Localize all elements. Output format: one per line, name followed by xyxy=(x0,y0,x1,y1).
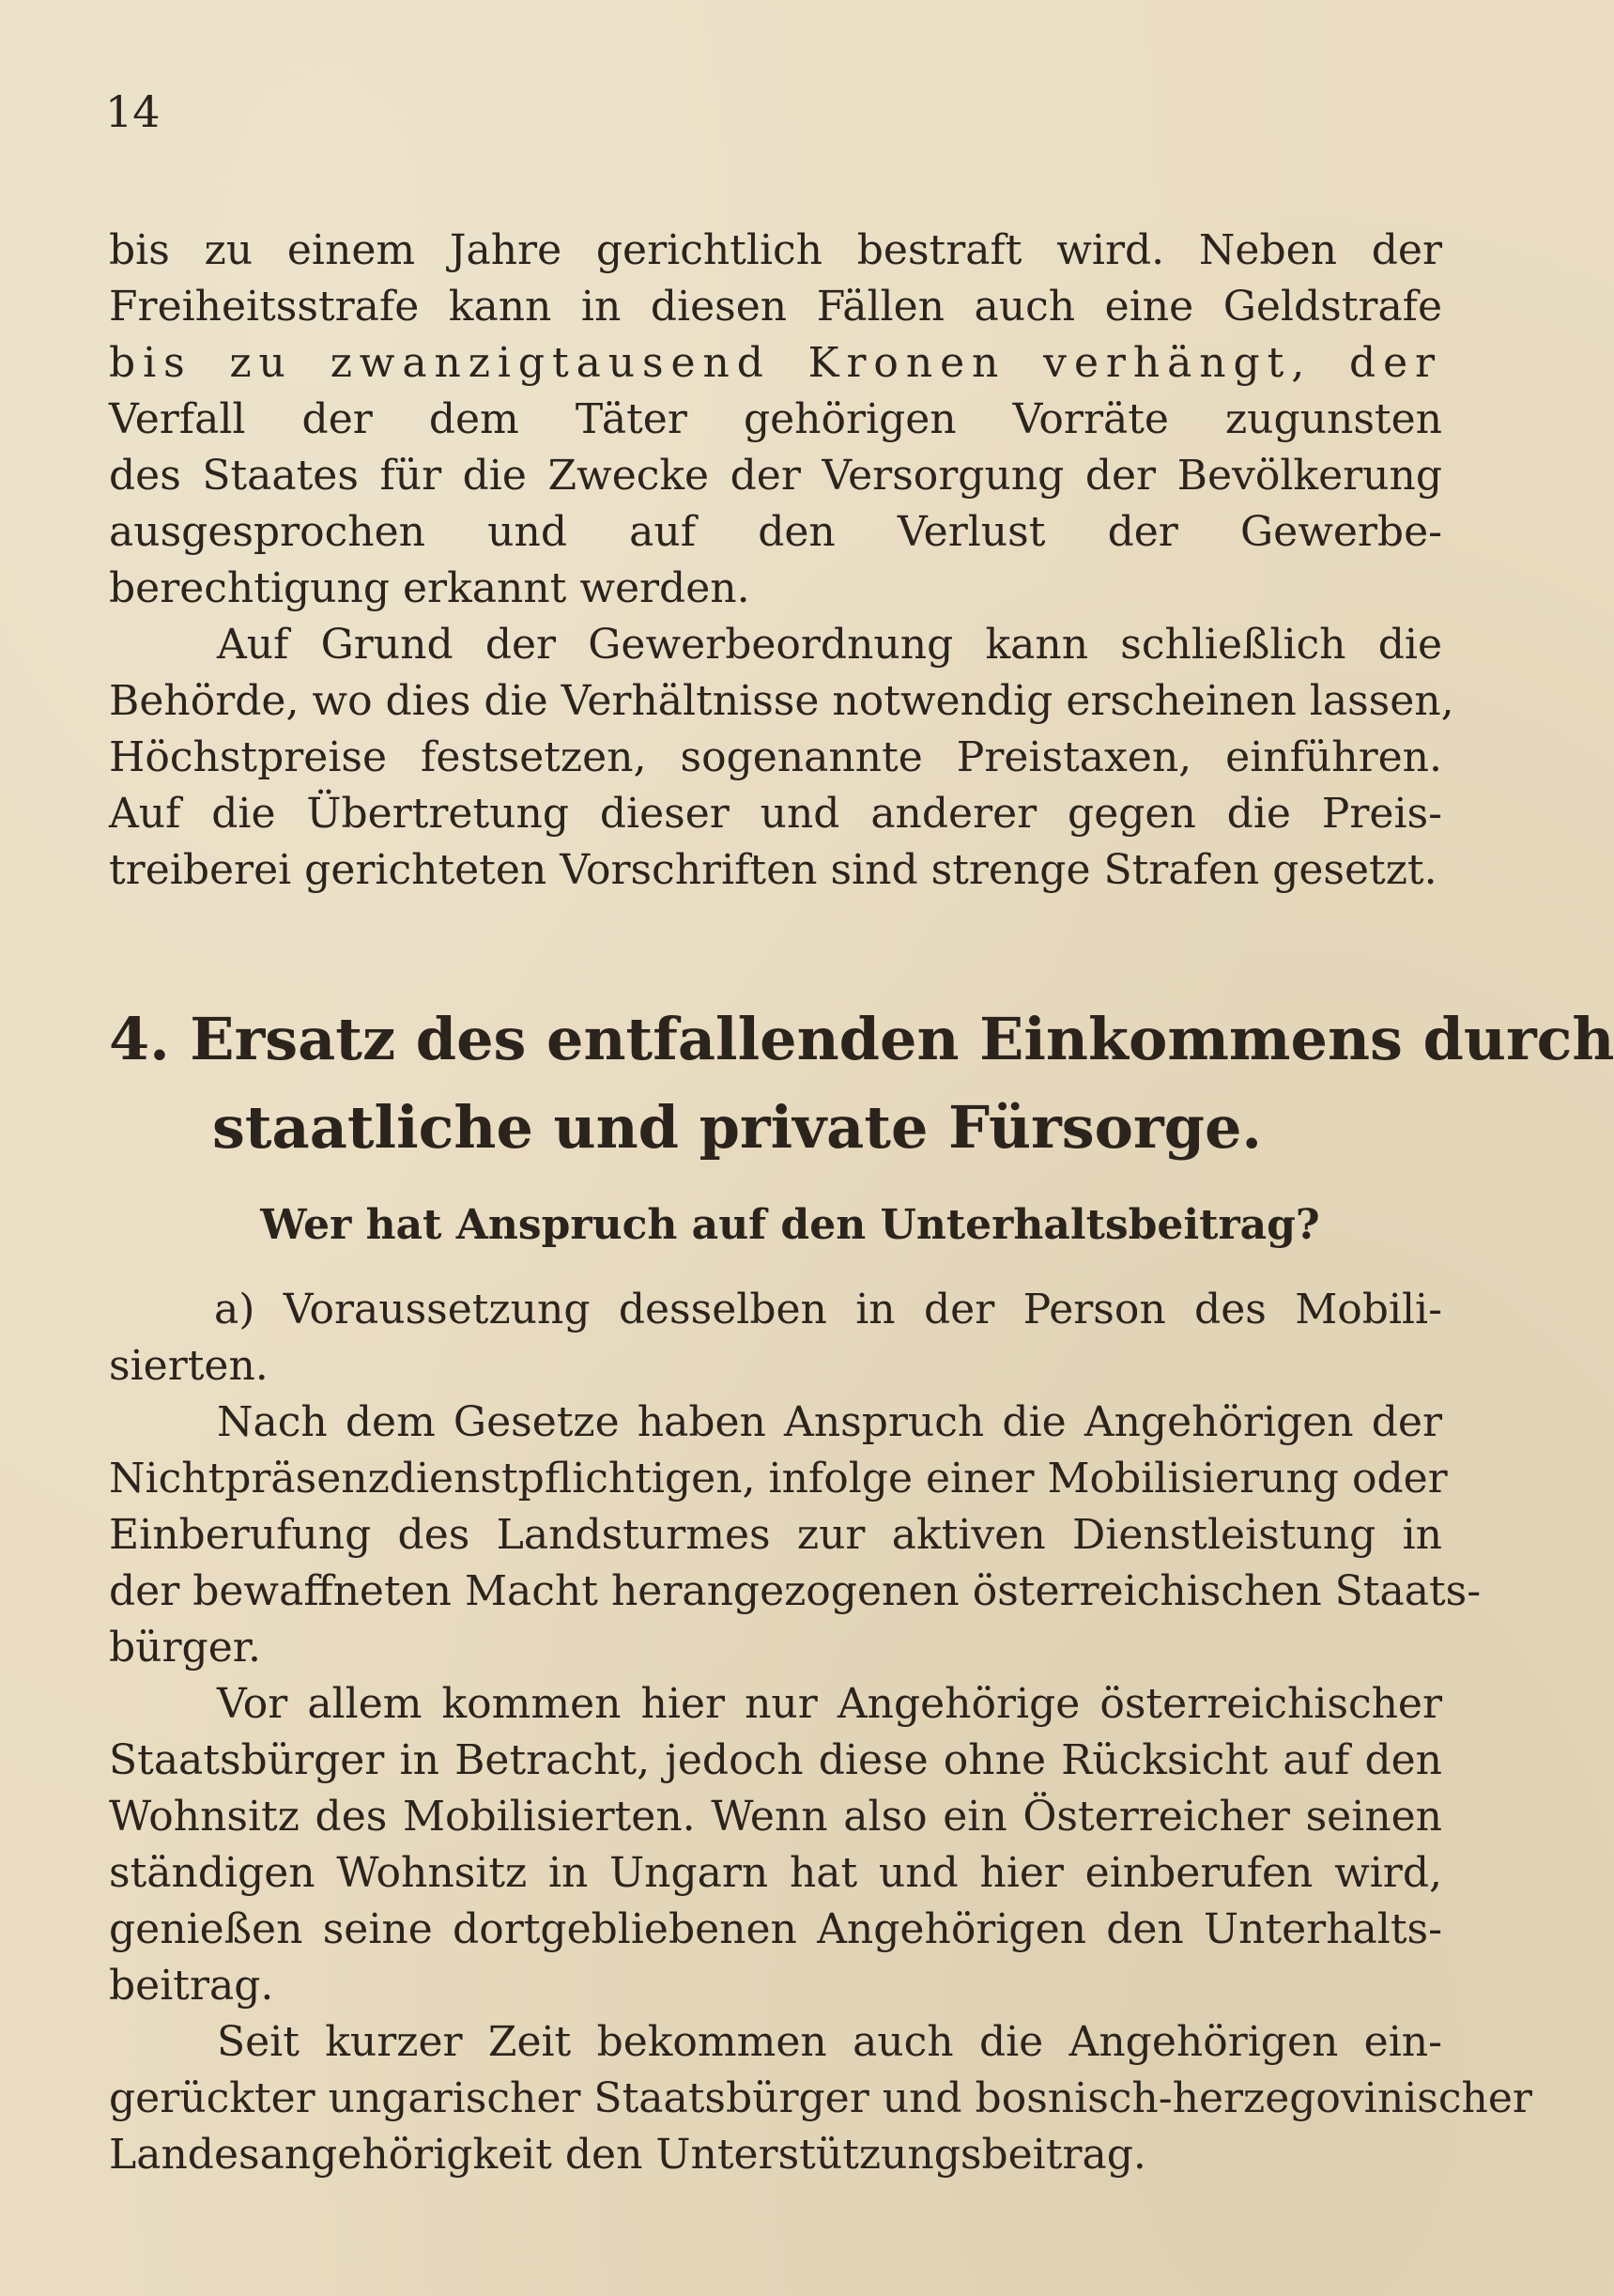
paragraph-citizens xyxy=(109,1676,1442,2014)
paragraph-penalties xyxy=(109,223,1442,617)
text-line: der bewaffneten Macht herangezogenen österreichischen Staats- xyxy=(109,1567,1482,1615)
text-line: bürger. xyxy=(109,1624,261,1672)
subheading: Wer hat Anspruch auf den Unterhaltsbeitrag? xyxy=(260,1201,1320,1249)
text-line: Behörde, wo dies die Verhältnisse notwendig erscheinen lassen, xyxy=(109,677,1454,725)
text-line: Höchstpreise festsetzen, sogenannte Preistaxen, einführen. xyxy=(109,733,1442,781)
text-line: Wohnsitz des Mobilisierten. Wenn also ein Österreicher seinen xyxy=(109,1793,1442,1841)
text-line: Einberufung des Landsturmes zur aktiven Dienstleistung in xyxy=(109,1511,1442,1559)
text-line: Verfall der dem Täter gehörigen Vorräte zugunsten xyxy=(109,395,1442,443)
text-line: bis zu zwanzigtausend Kronen verhängt, der xyxy=(109,339,1442,387)
paragraph-prerequisite xyxy=(109,1282,1442,1395)
section-heading-line: staatliche und private Fürsorge. xyxy=(212,1093,1262,1162)
text-line: sierten. xyxy=(109,1342,269,1390)
text-line: genießen seine dortgebliebenen Angehörigen den Unterhalts- xyxy=(109,1905,1442,1953)
text-line: Freiheitsstrafe kann in diesen Fällen auch eine Geldstrafe xyxy=(109,283,1442,331)
text-line: treiberei gerichteten Vorschriften sind strenge Strafen gesetzt. xyxy=(109,846,1437,894)
text-line: beitrag. xyxy=(109,1962,274,2010)
paragraph-recent-change xyxy=(109,2014,1532,2183)
page-number: 14 xyxy=(105,86,161,137)
paragraph-law xyxy=(109,1395,1482,1676)
text-line: Staatsbürger in Betracht, jedoch diese ohne Rücksicht auf den xyxy=(109,1736,1442,1784)
text-line: Landesangehörigkeit den Unterstützungsbeitrag. xyxy=(109,2131,1146,2179)
text-line: ausgesprochen und auf den Verlust der Gewerbe- xyxy=(109,508,1442,556)
text-line: Auf die Übertretung dieser und anderer gegen die Preis- xyxy=(109,790,1442,838)
paragraph-price-regulation xyxy=(109,617,1454,899)
text-line: a) Voraussetzung desselben in der Person des Mobili- xyxy=(214,1286,1442,1333)
text-line: Nichtpräsenzdienstpflichtigen, infolge einer Mobilisierung oder xyxy=(109,1455,1448,1502)
section-heading xyxy=(109,995,1614,1172)
text-line: Vor allem kommen hier nur Angehörige österreichischer xyxy=(217,1680,1442,1728)
text-line: bis zu einem Jahre gerichtlich bestraft wird. Neben der xyxy=(109,226,1442,274)
section-heading-line: 4. Ersatz des entfallenden Einkommens durch xyxy=(109,1005,1614,1073)
text-line: gerückter ungarischer Staatsbürger und bosnisch-herzegovinischer xyxy=(109,2074,1532,2122)
text-line: berechtigung erkannt werden. xyxy=(109,564,750,612)
text-line: Auf Grund der Gewerbeordnung kann schließlich die xyxy=(217,621,1442,669)
text-line: Nach dem Gesetze haben Anspruch die Angehörigen der xyxy=(217,1398,1442,1446)
text-line: Seit kurzer Zeit bekommen auch die Angehörigen ein- xyxy=(217,2018,1442,2066)
text-line: des Staates für die Zwecke der Versorgung der Bevölkerung xyxy=(109,452,1442,500)
text-line: ständigen Wohnsitz in Ungarn hat und hier einberufen wird, xyxy=(109,1849,1442,1897)
